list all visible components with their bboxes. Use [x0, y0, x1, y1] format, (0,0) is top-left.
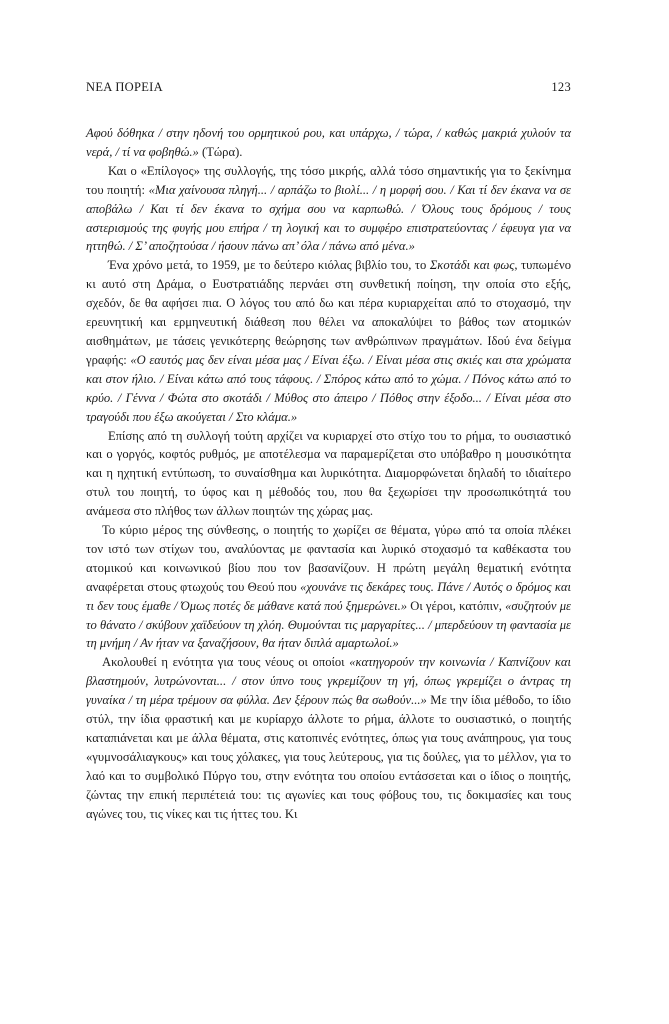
paragraph	[86, 162, 571, 257]
quoted-verse: Σκοτάδι και φως	[429, 258, 515, 273]
paragraph	[86, 653, 571, 823]
prose-text: Και ο «Επίλογος» της συλλογής, της τόσο μικρής, αλλά τόσο σημαντικής για το ξεκίνημα του ποιητή:	[86, 163, 571, 197]
prose-text: Το κύριο μέρος της σύνθεσης, ο ποιητής το χωρίζει σε θέματα, γύρω από τα οποία πλέκει τον ιστό των στίχων του, αναλύοντας με φαντασία και λυρικό στοχασμό τα καθέκαστα του ατομικού και κοινωνικού βίου που τον βασανίζουν. Η πρώτη μεγάλη θεματική ενότητα αναφέρεται στους φτωχούς του Θεού που	[86, 523, 571, 594]
paragraph	[86, 124, 571, 162]
paragraph	[86, 521, 571, 653]
paragraph	[86, 256, 571, 426]
quoted-verse: «Μια χαίνουσα πληγή... / αρπάζω το βιολί... / η μορφή σου. / Και τί δεν έκανα να σε αποβάλω / Και τί δεν έκανα το σχήμα σου να καρπωθώ. / Όλους τους δρόμους / τους αστερισμούς της φυγής μου επήρα / τη λογική και το συμφέρο επιστρατεύοντας / έφευγα για να ηττηθώ. / Σ’ αποζητούσα / ήσουν πάνω απ’ όλα / πάνω από μένα.»	[86, 182, 571, 254]
body-text	[86, 124, 571, 824]
prose-text: Επίσης από τη συλλογή τούτη αρχίζει να κυριαρχεί στο στίχο του το ρήμα, το ουσιαστικό και ο γοργός, κοφτός ρυθμός, με αποτέλεσμα να παραμερίζεται στο υπόβαθρο η μουσικότητα και η ηχητική εντύπωση, το συναίσθημα και λυρικότητα. Διαμορφώνεται δηλαδή το ιδιαίτερο στυλ του ποιητή, το ύφος και η μέθοδός του, που θα ξεχωρίσει την προσωπικότητά του ανάμεσα στο πλήθος των άλλων ποιητών της χώρας μας.	[86, 428, 571, 519]
page-number: 123	[551, 80, 571, 94]
quoted-verse: Αφού δόθηκα / στην ηδονή του ορμητικού ρου, και υπάρχω, / τώρα, / καθώς μακριά χυλούν τα νερά, / τί να φοβηθώ.»	[86, 126, 571, 159]
prose-text: (Τώρα).	[198, 144, 243, 159]
paragraph	[86, 427, 571, 522]
quoted-verse: «κατηγορούν την κοινωνία / Καπνίζουν και βλαστημούν, λυτρώνονται... / στον ύπνο τους γκρεμίζουν τη γή, όπως γκρεμίζει ο άντρας τη γυναίκα / τη μέρα τρέμουν σα φύλλα. Δεν ξέρουν πώς θα σωθούν...»	[86, 655, 572, 708]
prose-text: , τυπωμένο κι αυτό στη Δράμα, ο Ευστρατιάδης περνάει στη συνθετική ποίηση, την οποία στο εξής, σχεδόν, δε θα αφήσει πια. Ο λόγος του από δω και πέρα κυριαρχείται από το στοχασμό, την ερευνητική και ερμηνευτική διάθεση που θέλει να αποκαλύψει το βάθος των ατομικών αισθημάτων, με τάσεις γενικότερης θεώρησης των ανθρώπινων πραγμάτων. Ιδού ένα δείγμα γραφής:	[86, 258, 571, 367]
quoted-verse: «συζητούν με το θάνατο / σκύβουν χαϊδεύουν τη χλόη. Θυμούνται τις μαργαρίτες... / μπερδεύουν τη φαντασία με τη μνήμη / Αν ήταν να ξαναζήσουν, θα ήταν διπλά αμαρτωλοί.»	[86, 598, 571, 651]
running-title: ΝΕΑ ΠΟΡΕΙΑ	[86, 80, 163, 94]
quoted-verse: «χουνάνε τις δεκάρες τους. Πάνε / Αυτός ο δρόμος και τι δεν τους έμαθε / Όμως ποτές δε μάθανε κατά πού ξημερώνει.»	[86, 579, 571, 613]
prose-text: Ακολουθεί η ενότητα για τους νέους οι οποίοι	[102, 655, 350, 670]
prose-text: Ένα χρόνο μετά, το 1959, με το δεύτερο κιόλας βιβλίο του, το	[108, 258, 430, 273]
quoted-verse: «Ο εαυτός μας δεν είναι μέσα μας / Είναι έξω. / Είναι μέσα στις σκιές και στα χρώματα και στον ήλιο. / Είναι κάτω από τους τάφους. / Σπόρος κάτω από το χώμα. / Πόνος κάτω από το κρύο. / Γέννα / Φώτα στο σκοτάδι / Μύθος στο άπειρο / Πόθος στην έξοδο... / Είναι μέσα στο τραγούδι που έξω ακούγεται / Στο κλάμα.»	[86, 352, 572, 424]
running-header	[86, 80, 571, 98]
prose-text: Με την ίδια μέθοδο, το ίδιο στύλ, την ίδια φραστική και με κυρίαρχο άλλοτε το ρήμα, άλλοτε το ουσιαστικό, ο ποιητής καταπιάνεται και με άλλα θέματα, στις κατοπινές ενότητες, όπως για τους ανάπηρους, για τους «γυμνοσάλιαγκους» και τους χόλακες, για τους λεύτερους, για τις δούλες, για το μέλλον, για το λαό και το συμβολικό Πύργο του, στην ενότητα του οποίου εντάσσεται και ο ίδιος ο ποιητής, ζώντας την επική περιπέτειά του: τις αγωνίες και τους φόβους του, τις δοκιμασίες και τους αγώνες του, τις νίκες και τις ήττες του. Κι	[86, 693, 571, 821]
prose-text: Οι γέροι, κατόπιν,	[407, 598, 506, 613]
